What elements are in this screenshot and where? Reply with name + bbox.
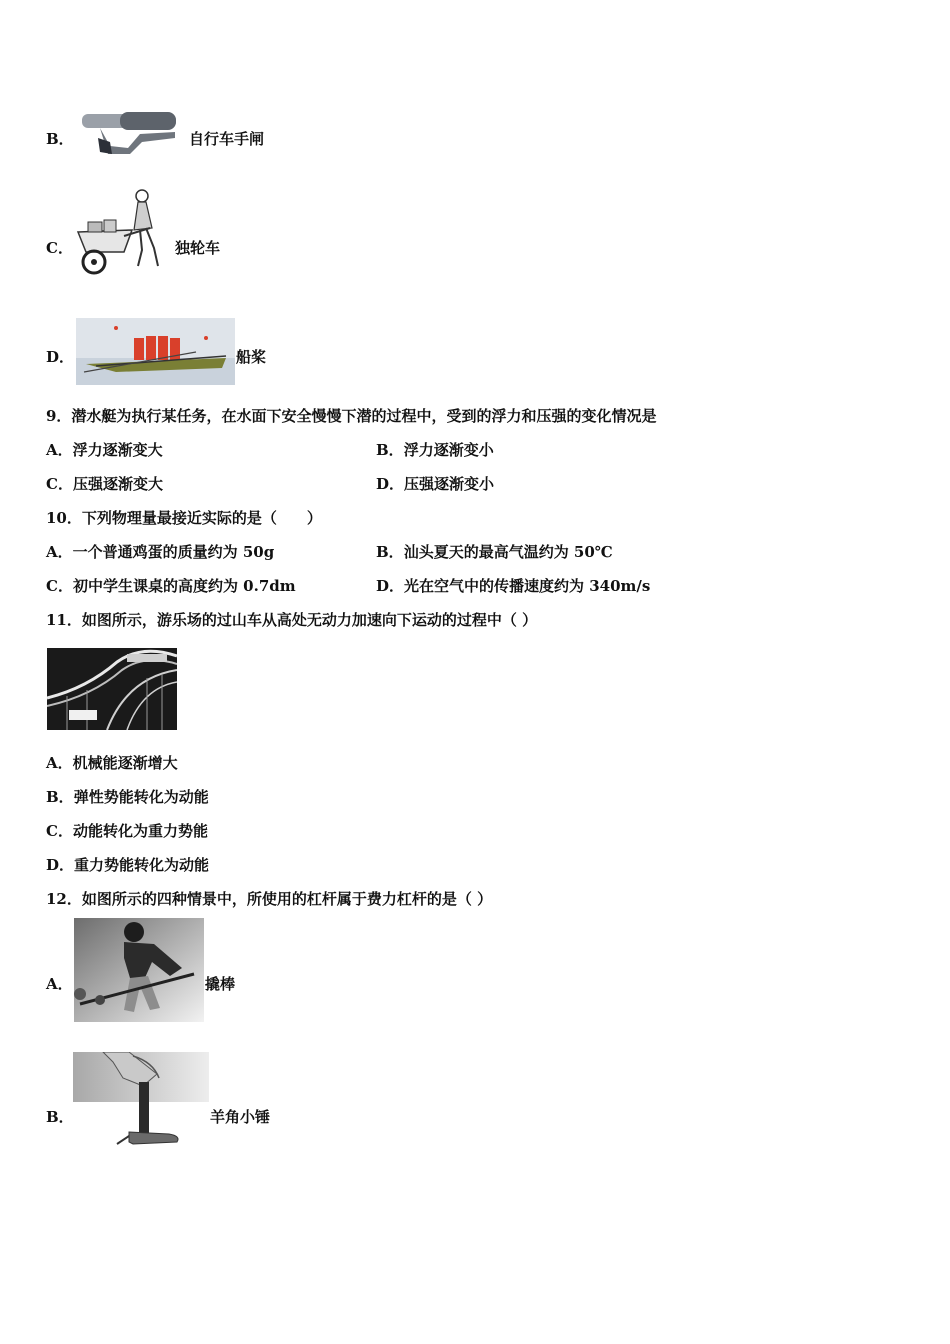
- q11-option-c-text: 动能转化为重力势能: [72, 822, 208, 840]
- q9-stem: 9．潜水艇为执行某任务，在水面下安全慢慢下潜的过程中，受到的浮力和压强的变化情况是: [46, 407, 657, 425]
- q12-option-b-label: B．: [46, 1108, 74, 1126]
- rowing-boat-image: [76, 318, 235, 385]
- q8-option-d-text: 船桨: [236, 348, 267, 366]
- q8-option-c-label: C．: [46, 239, 73, 257]
- q9-option-d: [376, 473, 494, 494]
- q8-option-d-label: D．: [46, 348, 75, 366]
- q9-option-d-label: D．: [376, 475, 405, 493]
- q10-option-c-label: C．: [46, 577, 73, 595]
- q11-option-a-label: A．: [46, 754, 73, 772]
- q9-option-d-text: 压强逐渐变小: [404, 475, 495, 493]
- crowbar-image: [74, 918, 204, 1022]
- q10-option-b-text: 汕头夏天的最高气温约为 50℃: [403, 543, 613, 561]
- q9-option-b-text: 浮力逐渐变小: [403, 441, 494, 459]
- q8-option-c-text: 独轮车: [175, 239, 221, 257]
- q9-option-b-label: B．: [376, 441, 404, 459]
- q8-option-b-label: B．: [46, 130, 74, 148]
- q11-option-c-label: C．: [46, 822, 73, 840]
- q9-option-a-text: 浮力逐渐变大: [72, 441, 163, 459]
- q10-option-a-label: A．: [46, 543, 73, 561]
- q10-stem: 10．下列物理量最接近实际的是（ ）: [46, 509, 322, 527]
- q10-option-c-text: 初中学生课桌的高度约为 0.7dm: [72, 577, 296, 595]
- q9-option-a: [46, 439, 163, 460]
- q11-option-c: [46, 820, 208, 841]
- q8-option-b-text: 自行车手闸: [189, 130, 265, 148]
- q11-option-a-text: 机械能逐渐增大: [72, 754, 178, 772]
- q9-option-c-text: 压强逐渐变大: [72, 475, 163, 493]
- q10-option-a: [46, 541, 274, 562]
- q12-option-a-text: 撬棒: [205, 975, 236, 993]
- q10-option-d-label: D．: [376, 577, 405, 595]
- q10-option-c: [46, 575, 296, 596]
- q11-option-a: [46, 752, 178, 773]
- q9-option-b: [376, 439, 494, 460]
- bike-brake-image: [80, 108, 180, 160]
- claw-hammer-image: [73, 1052, 209, 1152]
- q10-option-d-text: 光在空气中的传播速度约为 340m/s: [404, 577, 651, 595]
- q11-option-b: [46, 786, 209, 807]
- q12-option-a-label: A．: [46, 975, 73, 993]
- q10-option-d: [376, 575, 650, 596]
- q10-option-b-label: B．: [376, 543, 404, 561]
- q9-option-c-label: C．: [46, 475, 73, 493]
- roller-coaster-image: [47, 648, 177, 730]
- q11-option-d-label: D．: [46, 856, 75, 874]
- q10-option-b: [376, 541, 613, 562]
- q11-option-d: [46, 854, 209, 875]
- q11-stem: 11．如图所示，游乐场的过山车从高处无动力加速向下运动的过程中（ ）: [46, 611, 538, 629]
- q9-option-a-label: A．: [46, 441, 73, 459]
- q11-option-b-text: 弹性势能转化为动能: [73, 788, 209, 806]
- q10-option-a-text: 一个普通鸡蛋的质量约为 50g: [72, 543, 275, 561]
- q11-option-b-label: B．: [46, 788, 74, 806]
- wheelbarrow-image: [74, 188, 170, 278]
- q12-stem: 12．如图所示的四种情景中，所使用的杠杆属于费力杠杆的是（ ）: [46, 890, 493, 908]
- q11-option-d-text: 重力势能转化为动能: [74, 856, 210, 874]
- q9-option-c: [46, 473, 163, 494]
- q12-option-b-text: 羊角小锤: [210, 1108, 271, 1126]
